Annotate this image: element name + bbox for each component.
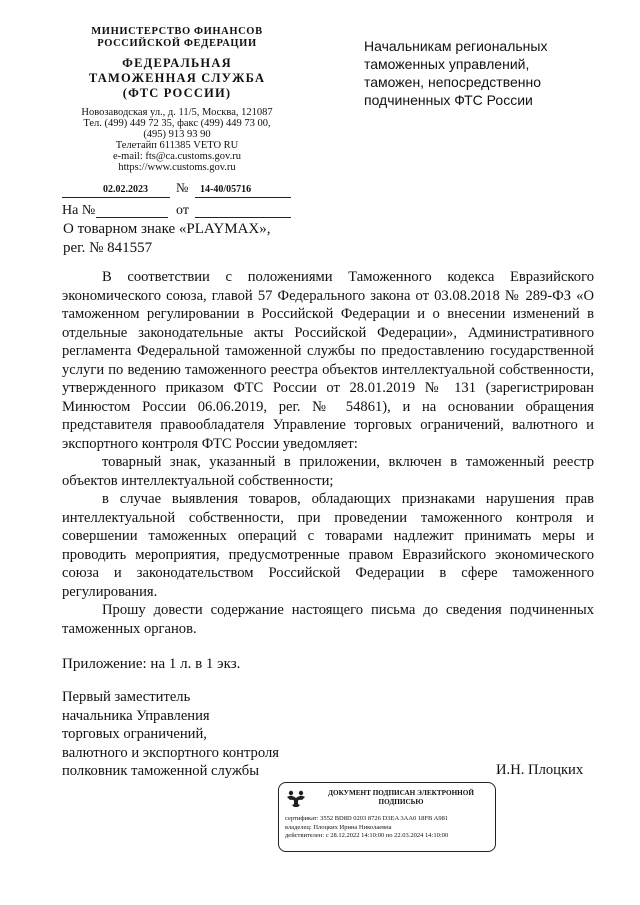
ministry-name-line2: РОССИЙСКОЙ ФЕДЕРАЦИИ [97, 38, 257, 49]
registration-date: 02.02.2023 [103, 184, 148, 195]
signer-line4: валютного и экспортного контроля [62, 744, 279, 761]
letter-body [62, 268, 594, 638]
ministry-name-line1: МИНИСТЕРСТВО ФИНАНСОВ [91, 26, 263, 37]
body-paragraph-4: Прошу довести содержание настоящего письма до сведения подчиненных таможенных органов. [62, 602, 594, 637]
website-line: https://www.customs.gov.ru [118, 162, 236, 173]
email-line: e-mail: fts@ca.customs.gov.ru [113, 151, 241, 162]
addressee-line1: Начальникам региональных [364, 38, 548, 54]
teletype-line: Телетайп 611385 VETO RU [115, 140, 239, 151]
signer-block [62, 688, 279, 781]
eagle-emblem-icon [285, 788, 307, 808]
phone-line-2: (495) 913 93 90 [143, 129, 211, 140]
stamp-title-line2: ПОДПИСЬЮ [378, 798, 424, 806]
signer-line2: начальника Управления [62, 707, 210, 724]
reference-underline [96, 217, 168, 218]
number-sign: № [176, 180, 189, 195]
reference-label: На № [62, 203, 96, 218]
registration-number: 14-40/05716 [200, 184, 252, 195]
annex-note: Приложение: на 1 л. в 1 экз. [62, 656, 241, 672]
subject-line1: О товарном знаке «PLAYMAX», [63, 221, 271, 237]
agency-address [52, 107, 302, 173]
signer-name: И.Н. Плоцких [496, 762, 584, 778]
stamp-certificate: сертификат: 3552 BD8D 0203 8726 D3EA 3AA0 18FB A981 [285, 815, 449, 822]
signer-line3: торговых ограничений, [62, 726, 207, 742]
signer-line5: полковник таможенной службы [62, 763, 260, 779]
addressee-line3: таможен, непосредственно [364, 74, 542, 90]
addressee-block [364, 37, 624, 109]
number-underline [195, 197, 291, 198]
stamp-title [311, 789, 491, 807]
agency-name-line3: (ФТС РОССИИ) [122, 86, 232, 100]
stamp-owner: владелец: Плоцких Ирина Николаевна [285, 823, 392, 831]
stamp-details [285, 815, 493, 841]
phone-line: Тел. (499) 449 72 35, факс (499) 449 73 00, [83, 118, 271, 129]
reference-date-underline [195, 217, 291, 218]
addressee-line2: таможенных управлений, [364, 56, 530, 72]
agency-name-line2: ТАМОЖЕННАЯ СЛУЖБА [88, 71, 266, 85]
electronic-signature-stamp [278, 782, 496, 852]
subject-line2: рег. № 841557 [63, 240, 153, 256]
letterhead [52, 26, 302, 173]
agency-name-line1: ФЕДЕРАЛЬНАЯ [122, 56, 232, 70]
signer-line1: Первый заместитель [62, 689, 191, 705]
date-underline [62, 197, 170, 198]
address-line: Новозаводская ул., д. 11/5, Москва, 121087 [81, 107, 273, 118]
addressee-line4: подчиненных ФТС России [364, 92, 533, 108]
body-paragraph-3: в случае выявления товаров, обладающих признаками нарушения прав интеллектуальной собственности, при проведении таможенного контроля и совершении таможенных операций с товарами надлежит принимать меры и проводить мероприятия, предусмотренные правом Евразийского экономического союза и законодательством Российской Федерации в сфере таможенного регулирования. [62, 491, 594, 600]
reference-from-label: от [176, 203, 189, 218]
body-paragraph-1: В соответствии с положениями Таможенного кодекса Евразийского экономического союза, главой 57 Федерального закона от 03.08.2018 № 289-ФЗ «О таможенном регулировании в Российской Федерации и о внесении изменений в отдельные законодательные акты Российской Федерации», Административного регламента Федеральной таможенной службы по предоставлению государственной услуги по ведению таможенного реестра объектов интеллектуальной собственности, утвержденного приказом ФТС России от 28.01.2019 № 131 (зарегистрирован Минюстом России 06.06.2019, рег. № 54861), и на основании обращения представителя правообладателя Управление торговых ограничений, валютного и экспортного контроля ФТС России уведомляет: [62, 269, 594, 452]
body-paragraph-2: товарный знак, указанный в приложении, включен в таможенный реестр объектов интеллектуальной собственности; [62, 454, 594, 489]
agency-name [52, 56, 302, 101]
stamp-validity: действителен: с 28.12.2022 14:10:00 по 22.03.2024 14:10:00 [285, 832, 449, 839]
subject [63, 220, 303, 258]
stamp-title-line1: ДОКУМЕНТ ПОДПИСАН ЭЛЕКТРОННОЙ [328, 789, 474, 797]
